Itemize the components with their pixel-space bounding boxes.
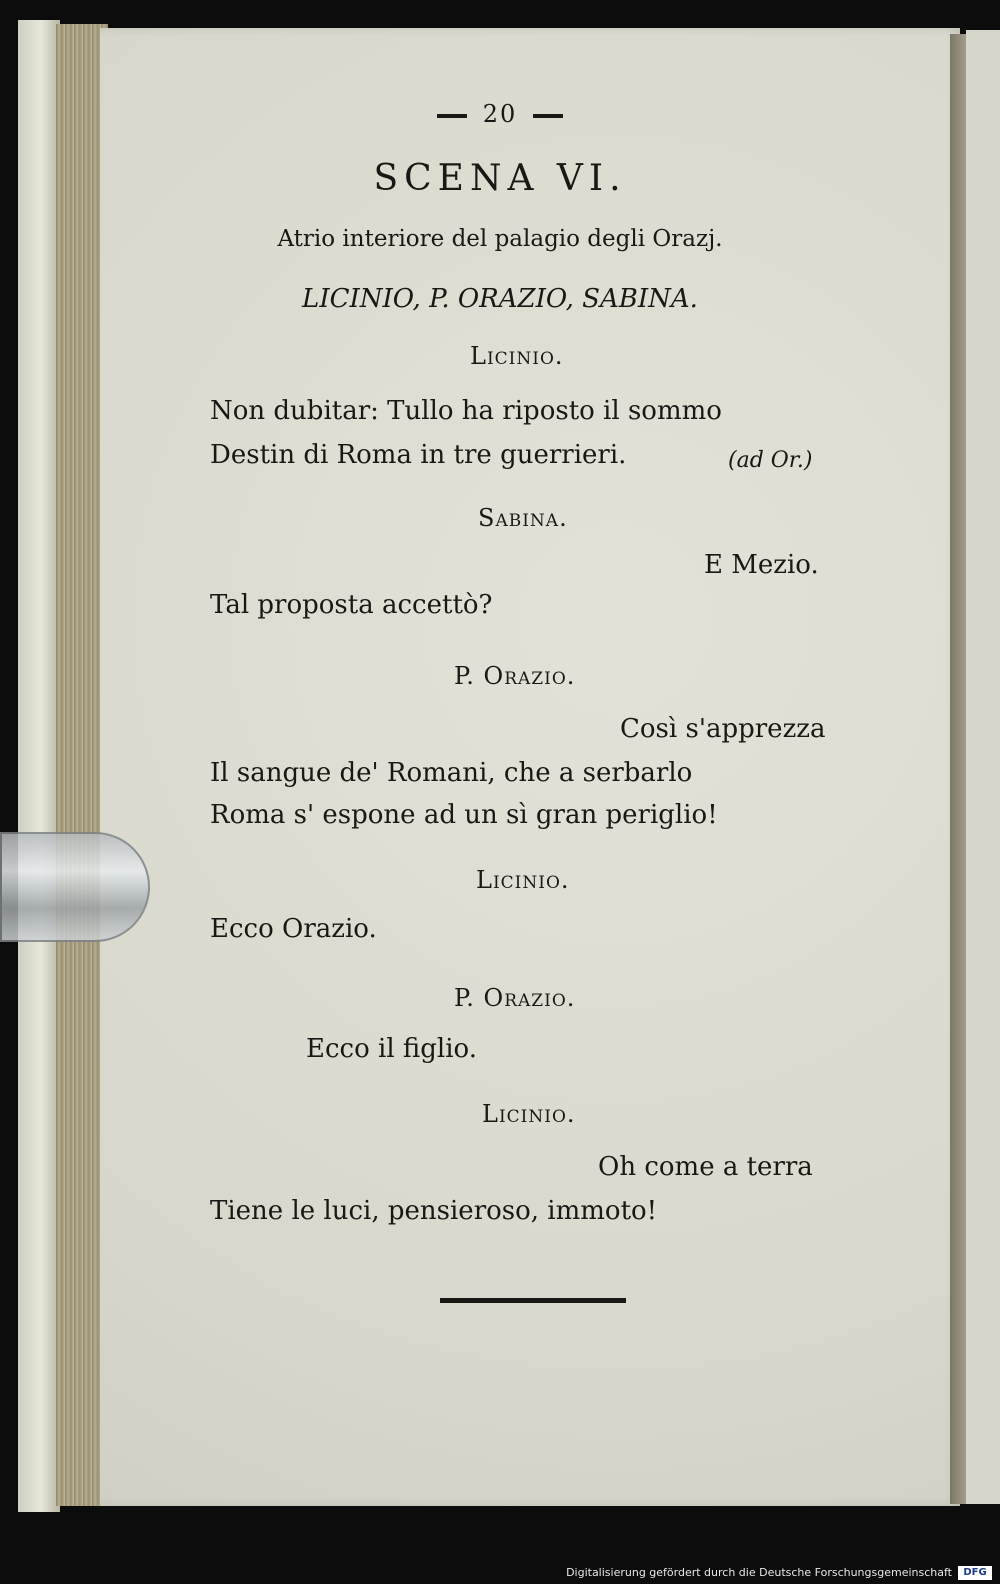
speaker-label: P. Orazio. <box>454 662 576 690</box>
dialogue-line: E Mezio. <box>704 550 819 580</box>
dialogue-line: Così s'apprezza <box>620 714 826 744</box>
dialogue-line: Ecco Orazio. <box>210 914 377 944</box>
character-list: LICINIO, P. ORAZIO, SABINA. <box>302 284 698 314</box>
dialogue-line: Ecco il figlio. <box>306 1034 477 1064</box>
speaker-label: Licinio. <box>476 866 570 894</box>
page-number <box>0 100 1000 128</box>
dialogue-line: Il sangue de' Romani, che a serbarlo <box>210 758 693 788</box>
stage-direction: (ad Or.) <box>728 448 813 473</box>
speaker-label: Licinio. <box>470 342 564 370</box>
dialogue-line: Tiene le luci, pensieroso, immoto! <box>210 1196 658 1226</box>
scene-setting: Atrio interiore del palagio degli Orazj. <box>277 226 723 252</box>
page-clip <box>0 832 150 942</box>
dialogue-line: Non dubitar: Tullo ha riposto il sommo <box>210 396 722 426</box>
speaker-label: Licinio. <box>482 1100 576 1128</box>
speaker-label: Sabina. <box>478 504 568 532</box>
speaker-label: P. Orazio. <box>454 984 576 1012</box>
page-number-value: 20 <box>482 100 518 128</box>
dialogue-line: Roma s' espone ad un sì gran periglio! <box>210 800 718 830</box>
dfg-logo: DFG <box>958 1566 992 1580</box>
scene-heading: SCENA VI. <box>373 158 627 199</box>
dialogue-line: Destin di Roma in tre guerrieri. <box>210 440 627 470</box>
closing-rule <box>440 1298 626 1303</box>
left-dash <box>437 114 467 118</box>
footer-credit: Digitalisierung gefördert durch die Deutsche Forschungsgemeinschaft <box>566 1566 952 1579</box>
dialogue-line: Oh come a terra <box>598 1152 813 1182</box>
right-dash <box>533 114 563 118</box>
dialogue-line: Tal proposta accettò? <box>210 590 493 620</box>
